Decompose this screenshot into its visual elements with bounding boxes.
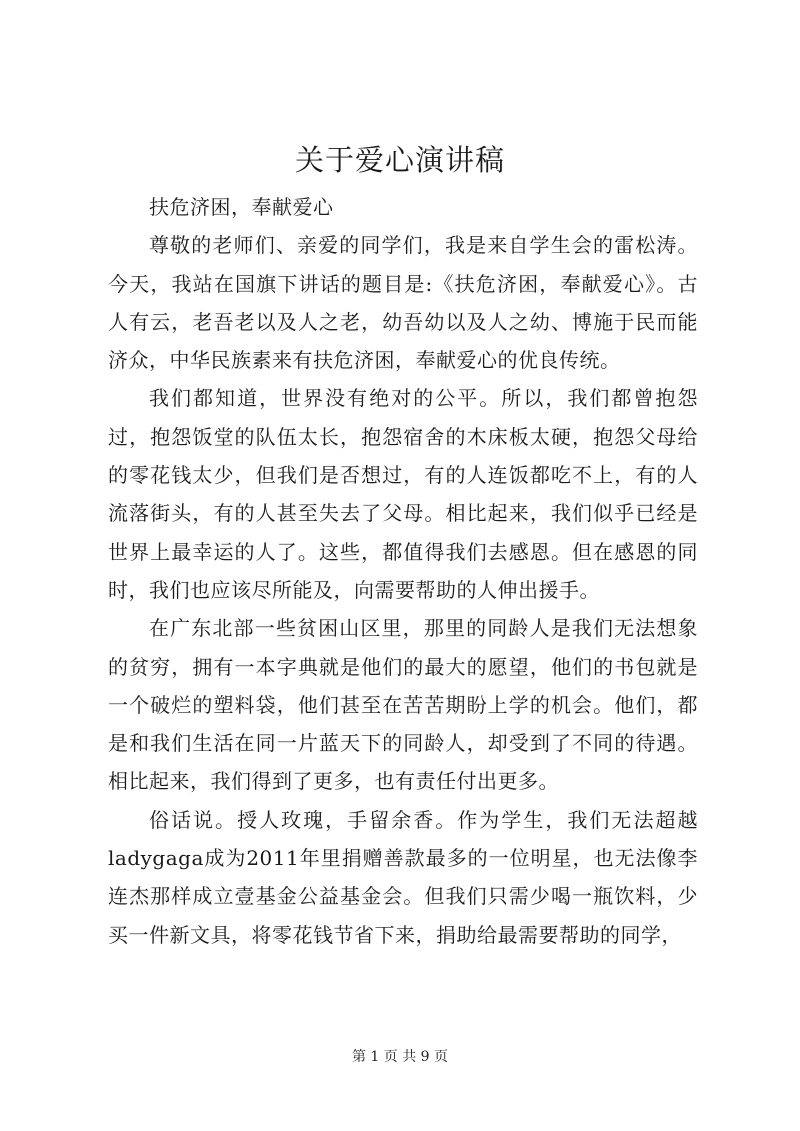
page-footer: 第 1 页 共 9 页 bbox=[351, 1049, 449, 1065]
document-body bbox=[108, 188, 698, 954]
body-paragraph-greeting: 尊敬的老师们、亲爱的同学们，我是来自学生会的雷松涛。今天，我站在国旗下讲话的题目是:《扶危济困，奉献爱心》。古人有云，老吾老以及人之老，幼吾幼以及人之幼、博施于民而能济众，中华民族素来有扶危济困，奉献爱心的优良传统。 bbox=[108, 233, 698, 373]
body-paragraph-poverty: 在广东北部一些贫困山区里，那里的同龄人是我们无法想象的贫穷，拥有一本字典就是他们的最大的愿望，他们的书包就是一个破烂的塑料袋，他们甚至在苦苦期盼上学的机会。他们，都是和我们生活在同一片蓝天下的同龄人，却受到了不同的待遇。相比起来，我们得到了更多，也有责任付出更多。 bbox=[108, 616, 698, 794]
body-paragraph-fairness: 我们都知道，世界没有绝对的公平。所以，我们都曾抱怨过，抱怨饭堂的队伍太长，抱怨宿舍的木床板太硬，抱怨父母给的零花钱太少，但我们是否想过，有的人连饭都吃不上，有的人流落街头，有的人甚至失去了父母。相比起来，我们似乎已经是世界上最幸运的人了。这些，都值得我们去感恩。但在感恩的同时，我们也应该尽所能及，向需要帮助的人伸出援手。 bbox=[108, 386, 698, 602]
body-paragraph-saying: 俗话说。授人玫瑰，手留余香。作为学生，我们无法超越ladygaga成为2011年里捐赠善款最多的一位明星，也无法像李连杰那样成立壹基金公益基金会。但我们只需少喝一瓶饮料，少买一件新文具，将零花钱节省下来，捐助给最需要帮助的同学， bbox=[108, 807, 698, 947]
document-title: 关于爱心演讲稿 bbox=[294, 143, 505, 177]
subtitle-paragraph: 扶危济困，奉献爱心 bbox=[149, 195, 334, 219]
